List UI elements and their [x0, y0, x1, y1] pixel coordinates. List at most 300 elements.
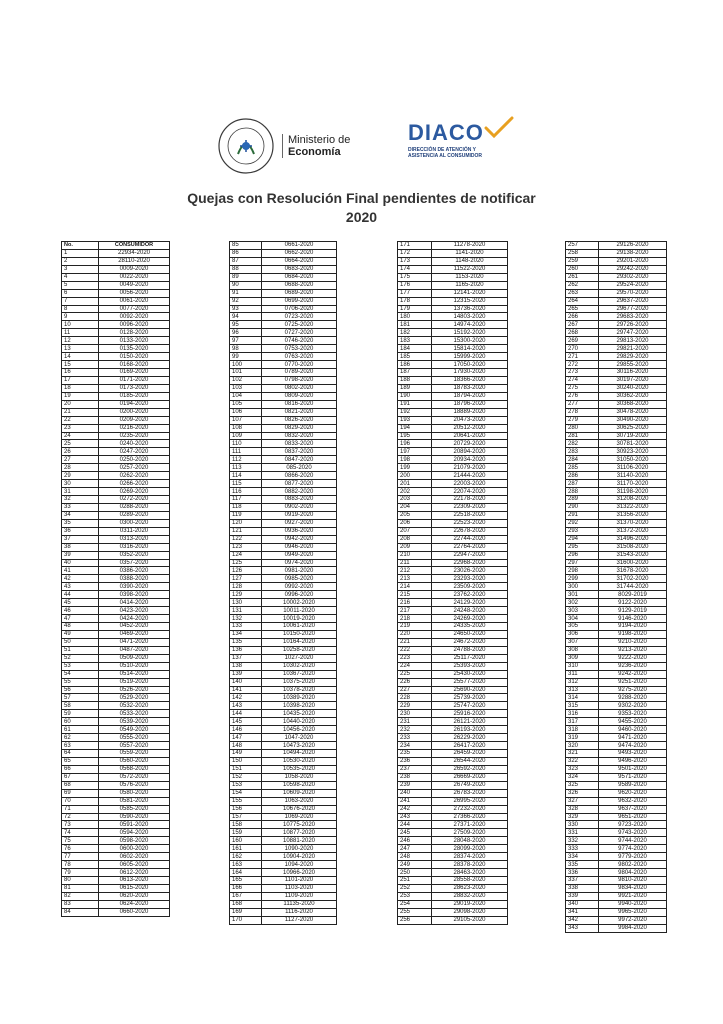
row-number: 236	[398, 757, 432, 765]
consumer-case-id: 8029-2019	[599, 591, 667, 599]
consumer-case-id: 24672-2020	[432, 638, 508, 646]
consumer-case-id: 0753-2020	[262, 345, 337, 353]
consumer-case-id: 9834-2020	[599, 884, 667, 892]
table-row	[398, 623, 508, 631]
row-number: 94	[230, 313, 262, 321]
row-number: 53	[62, 662, 99, 670]
consumer-case-id: 29683-2020	[599, 313, 667, 321]
consumer-case-id: 10966-2020	[262, 869, 337, 877]
table-row	[230, 805, 337, 813]
table-row	[230, 869, 337, 877]
row-number: 34	[62, 511, 99, 519]
table-row	[566, 384, 667, 392]
row-number: 207	[398, 527, 432, 535]
table-row	[230, 503, 337, 511]
table-row	[398, 432, 508, 440]
consumer-case-id: 30478-2020	[599, 408, 667, 416]
consumer-case-id: 9496-2020	[599, 757, 667, 765]
table-row	[398, 305, 508, 313]
row-number: 103	[230, 384, 262, 392]
table-row	[62, 361, 170, 369]
consumer-case-id: 0981-2020	[262, 567, 337, 575]
row-number: 241	[398, 797, 432, 805]
consumer-case-id: 0949-2020	[262, 551, 337, 559]
consumer-case-id: 10150-2020	[262, 630, 337, 638]
row-number: 233	[398, 734, 432, 742]
consumer-case-id: 9222-2020	[599, 654, 667, 662]
row-number: 338	[566, 884, 599, 892]
consumer-case-id: 11278-2020	[432, 242, 508, 250]
table-row	[62, 789, 170, 797]
row-number: 42	[62, 575, 99, 583]
consumer-case-id: 28832-2020	[432, 892, 508, 900]
consumer-case-id: 0049-2020	[99, 281, 170, 289]
table-row	[566, 813, 667, 821]
table-row	[62, 702, 170, 710]
row-number: 149	[230, 750, 262, 758]
table-row	[230, 781, 337, 789]
consumer-case-id: 0150-2020	[99, 353, 170, 361]
row-number: 230	[398, 710, 432, 718]
table-row	[62, 408, 170, 416]
table-row	[566, 337, 667, 345]
table-row	[230, 273, 337, 281]
row-number: 270	[566, 345, 599, 353]
table-row	[230, 892, 337, 900]
table-row	[62, 662, 170, 670]
table-row	[398, 670, 508, 678]
consumer-case-id: 9940-2020	[599, 900, 667, 908]
row-number: 143	[230, 702, 262, 710]
consumer-case-id: 26459-2020	[432, 750, 508, 758]
table-row	[398, 861, 508, 869]
row-number: 141	[230, 686, 262, 694]
row-number: 308	[566, 646, 599, 654]
table-row	[566, 361, 667, 369]
consumer-case-id: 0135-2020	[99, 345, 170, 353]
row-number: 201	[398, 480, 432, 488]
row-number: 97	[230, 337, 262, 345]
row-number: 115	[230, 480, 262, 488]
consumer-case-id: 26417-2020	[432, 742, 508, 750]
table-row	[398, 361, 508, 369]
row-number: 320	[566, 742, 599, 750]
consumer-case-id: 29677-2020	[599, 305, 667, 313]
table-row	[398, 424, 508, 432]
table-row	[398, 877, 508, 885]
table-row	[398, 797, 508, 805]
consumer-case-id: 10398-2020	[262, 702, 337, 710]
table-row	[566, 313, 667, 321]
consumer-case-id: 0927-2020	[262, 519, 337, 527]
table-row	[398, 892, 508, 900]
row-number: 89	[230, 273, 262, 281]
table-row	[230, 440, 337, 448]
row-number: 132	[230, 615, 262, 623]
row-number: 117	[230, 496, 262, 504]
consumer-case-id: 0173-2020	[99, 384, 170, 392]
row-number: 87	[230, 257, 262, 265]
row-number: 106	[230, 408, 262, 416]
row-number: 244	[398, 821, 432, 829]
table-row	[62, 646, 170, 654]
table-row	[230, 710, 337, 718]
row-number: 259	[566, 257, 599, 265]
consumer-case-id: 29098-2020	[432, 908, 508, 916]
table-row	[566, 400, 667, 408]
consumer-case-id: 1153-2020	[432, 273, 508, 281]
consumer-case-id: 10775-2020	[262, 821, 337, 829]
consumer-case-id: 27366-2020	[432, 813, 508, 821]
row-number: 72	[62, 813, 99, 821]
table-row	[62, 900, 170, 908]
row-number: 122	[230, 535, 262, 543]
row-number: 3	[62, 265, 99, 273]
table-row	[398, 750, 508, 758]
row-number: 183	[398, 337, 432, 345]
row-number: 105	[230, 400, 262, 408]
table-row	[230, 861, 337, 869]
table-row	[398, 900, 508, 908]
row-number: 57	[62, 694, 99, 702]
table-row	[398, 329, 508, 337]
consumer-case-id: 0311-2020	[99, 527, 170, 535]
table-row	[62, 591, 170, 599]
table-row	[398, 400, 508, 408]
complaints-table-3	[397, 241, 508, 925]
row-number: 273	[566, 369, 599, 377]
ministry-line-1: Ministerio de	[288, 134, 351, 146]
table-row	[566, 583, 667, 591]
table-row	[398, 694, 508, 702]
table-row	[62, 448, 170, 456]
table-row	[566, 416, 667, 424]
table-row	[230, 845, 337, 853]
row-number: 279	[566, 416, 599, 424]
row-number: 159	[230, 829, 262, 837]
row-number: 281	[566, 432, 599, 440]
consumer-case-id: 9460-2020	[599, 726, 667, 734]
row-number: 190	[398, 392, 432, 400]
table-row	[566, 797, 667, 805]
row-number: 173	[398, 257, 432, 265]
row-number: 29	[62, 472, 99, 480]
table-row	[398, 527, 508, 535]
consumer-case-id: 0833-2020	[262, 440, 337, 448]
table-row	[62, 813, 170, 821]
consumer-case-id: 1116-2020	[262, 908, 337, 916]
row-number: 192	[398, 408, 432, 416]
row-number: 150	[230, 757, 262, 765]
consumer-case-id: 9213-2020	[599, 646, 667, 654]
table-row	[566, 900, 667, 908]
table-row	[62, 821, 170, 829]
table-row	[230, 837, 337, 845]
row-number: 39	[62, 551, 99, 559]
consumer-case-id: 0009-2020	[99, 265, 170, 273]
table-row	[566, 591, 667, 599]
consumer-case-id: 0452-2020	[99, 623, 170, 631]
row-number: 316	[566, 710, 599, 718]
row-number: 23	[62, 424, 99, 432]
table-row	[230, 757, 337, 765]
consumer-case-id: 29821-2020	[599, 345, 667, 353]
table-row	[62, 742, 170, 750]
row-number: 293	[566, 527, 599, 535]
consumer-case-id: 30116-2020	[599, 369, 667, 377]
row-number: 10	[62, 321, 99, 329]
row-number: 334	[566, 853, 599, 861]
row-number: 107	[230, 416, 262, 424]
consumer-case-id: 0557-2020	[99, 742, 170, 750]
table-row	[230, 821, 337, 829]
row-number: 136	[230, 646, 262, 654]
table-row	[398, 313, 508, 321]
table-row	[398, 686, 508, 694]
table-row	[230, 559, 337, 567]
table-row	[398, 567, 508, 575]
consumer-case-id: 9474-2020	[599, 742, 667, 750]
table-row	[230, 662, 337, 670]
row-number: 169	[230, 908, 262, 916]
consumer-case-id: 17930-2020	[432, 369, 508, 377]
row-number: 313	[566, 686, 599, 694]
row-number: 31	[62, 488, 99, 496]
row-number: 26	[62, 448, 99, 456]
row-number: 77	[62, 853, 99, 861]
table-row	[398, 607, 508, 615]
row-number: 156	[230, 805, 262, 813]
table-row	[62, 750, 170, 758]
consumer-case-id: 9198-2020	[599, 630, 667, 638]
consumer-case-id: 0590-2020	[99, 813, 170, 821]
consumer-case-id: 22764-2020	[432, 543, 508, 551]
consumer-case-id: 27232-2020	[432, 805, 508, 813]
table-row	[230, 797, 337, 805]
diaco-subtitle	[408, 147, 482, 159]
consumer-case-id: 10535-2020	[262, 765, 337, 773]
consumer-case-id: 29126-2020	[599, 242, 667, 250]
row-number: 256	[398, 916, 432, 924]
row-number: 312	[566, 678, 599, 686]
row-number: 33	[62, 503, 99, 511]
row-number: 124	[230, 551, 262, 559]
row-number: 116	[230, 488, 262, 496]
consumer-case-id: 9743-2020	[599, 829, 667, 837]
row-number: 198	[398, 456, 432, 464]
table-row	[398, 321, 508, 329]
consumer-case-id: 10435-2020	[262, 710, 337, 718]
row-number: 7	[62, 297, 99, 305]
row-number: 133	[230, 623, 262, 631]
table-row	[230, 646, 337, 654]
row-number: 154	[230, 789, 262, 797]
consumer-case-id: 9589-2020	[599, 781, 667, 789]
row-number: 223	[398, 654, 432, 662]
row-number: 249	[398, 861, 432, 869]
table-row	[398, 559, 508, 567]
table-row	[566, 638, 667, 646]
consumer-case-id: 14974-2020	[432, 321, 508, 329]
table-row	[398, 416, 508, 424]
consumer-case-id: 0580-2020	[99, 789, 170, 797]
table-row	[62, 273, 170, 281]
table-row	[566, 630, 667, 638]
consumer-case-id: 26121-2020	[432, 718, 508, 726]
guatemala-seal-icon	[216, 116, 276, 176]
row-number: 59	[62, 710, 99, 718]
consumer-case-id: 1127-2020	[262, 916, 337, 924]
consumer-case-id: 10440-2020	[262, 718, 337, 726]
row-number: 43	[62, 583, 99, 591]
consumer-case-id: 0919-2020	[262, 511, 337, 519]
table-row	[398, 448, 508, 456]
consumer-case-id: 0946-2020	[262, 543, 337, 551]
row-number: 257	[566, 242, 599, 250]
table-row	[62, 376, 170, 384]
table-row	[398, 757, 508, 765]
consumer-case-id: 0689-2020	[262, 289, 337, 297]
consumer-case-id: 28378-2020	[432, 861, 508, 869]
consumer-case-id: 20473-2020	[432, 416, 508, 424]
consumer-case-id: 28110-2020	[99, 257, 170, 265]
row-number: 242	[398, 805, 432, 813]
row-number: 60	[62, 718, 99, 726]
table-row	[398, 734, 508, 742]
table-row	[398, 726, 508, 734]
row-number: 307	[566, 638, 599, 646]
table-row	[566, 726, 667, 734]
consumer-case-id: 10302-2020	[262, 662, 337, 670]
table-row	[62, 313, 170, 321]
consumer-case-id: 0612-2020	[99, 869, 170, 877]
table-row	[230, 392, 337, 400]
row-number: 189	[398, 384, 432, 392]
consumer-case-id: 0194-2020	[99, 400, 170, 408]
row-number: 21	[62, 408, 99, 416]
table-column-4	[565, 241, 667, 933]
table-row	[62, 424, 170, 432]
row-number: 108	[230, 424, 262, 432]
row-number: 184	[398, 345, 432, 353]
table-row	[230, 416, 337, 424]
table-row	[230, 702, 337, 710]
consumer-case-id: 0262-2020	[99, 472, 170, 480]
consumer-case-id: 10456-2020	[262, 726, 337, 734]
row-number: 181	[398, 321, 432, 329]
table-row	[398, 369, 508, 377]
consumer-case-id: 9972-2020	[599, 916, 667, 924]
row-number: 224	[398, 662, 432, 670]
table-row	[566, 488, 667, 496]
row-number: 285	[566, 464, 599, 472]
row-number: 167	[230, 892, 262, 900]
table-row	[230, 361, 337, 369]
table-row	[230, 464, 337, 472]
table-row	[62, 718, 170, 726]
consumer-case-id: 0423-2020	[99, 607, 170, 615]
consumer-case-id: 28099-2020	[432, 845, 508, 853]
table-row	[566, 678, 667, 686]
consumer-case-id: 29637-2020	[599, 297, 667, 305]
consumer-case-id: 9194-2020	[599, 623, 667, 631]
row-number: 12	[62, 337, 99, 345]
table-row	[398, 630, 508, 638]
consumer-case-id: 26193-2020	[432, 726, 508, 734]
row-number: 88	[230, 265, 262, 273]
table-row	[398, 376, 508, 384]
table-row	[398, 718, 508, 726]
table-row	[230, 242, 337, 250]
consumer-case-id: 9129-2019	[599, 607, 667, 615]
consumer-case-id: 0390-2020	[99, 583, 170, 591]
row-number: 8	[62, 305, 99, 313]
table-row	[566, 242, 667, 250]
row-number: 161	[230, 845, 262, 853]
consumer-case-id: 1069-2020	[262, 813, 337, 821]
row-number: 306	[566, 630, 599, 638]
consumer-case-id: 10164-2020	[262, 638, 337, 646]
table-row	[230, 813, 337, 821]
row-number: 129	[230, 591, 262, 599]
table-row	[566, 821, 667, 829]
table-row	[62, 392, 170, 400]
table-row	[62, 464, 170, 472]
row-number: 247	[398, 845, 432, 853]
table-row	[398, 511, 508, 519]
consumer-case-id: 0585-2020	[99, 805, 170, 813]
row-number: 262	[566, 281, 599, 289]
consumer-case-id: 0660-2020	[99, 908, 170, 916]
consumer-case-id: 28048-2020	[432, 837, 508, 845]
table-row	[566, 567, 667, 575]
consumer-case-id: 29813-2020	[599, 337, 667, 345]
row-number: 225	[398, 670, 432, 678]
row-number: 305	[566, 623, 599, 631]
row-number: 287	[566, 480, 599, 488]
consumer-case-id: 0096-2020	[99, 321, 170, 329]
consumer-case-id: 0386-2020	[99, 567, 170, 575]
table-row	[62, 654, 170, 662]
row-number: 337	[566, 877, 599, 885]
row-number: 86	[230, 249, 262, 257]
consumer-case-id: 25690-2020	[432, 686, 508, 694]
row-number: 301	[566, 591, 599, 599]
table-row	[62, 686, 170, 694]
consumer-case-id: 29019-2020	[432, 900, 508, 908]
row-number: 246	[398, 837, 432, 845]
consumer-case-id: 26592-2020	[432, 765, 508, 773]
row-number: 45	[62, 599, 99, 607]
consumer-case-id: 26783-2020	[432, 789, 508, 797]
consumer-case-id: 0877-2020	[262, 480, 337, 488]
consumer-case-id: 0300-2020	[99, 519, 170, 527]
row-number: 164	[230, 869, 262, 877]
table-row	[566, 718, 667, 726]
table-row	[566, 607, 667, 615]
consumer-case-id: 31050-2020	[599, 456, 667, 464]
row-number: 121	[230, 527, 262, 535]
row-number: 210	[398, 551, 432, 559]
table-row	[566, 805, 667, 813]
consumer-case-id: 15192-2020	[432, 329, 508, 337]
table-row	[398, 821, 508, 829]
table-row	[398, 869, 508, 877]
row-number: 119	[230, 511, 262, 519]
consumer-case-id: 0661-2020	[262, 242, 337, 250]
consumer-case-id: 27371-2020	[432, 821, 508, 829]
consumer-case-id: 0600-2020	[99, 845, 170, 853]
